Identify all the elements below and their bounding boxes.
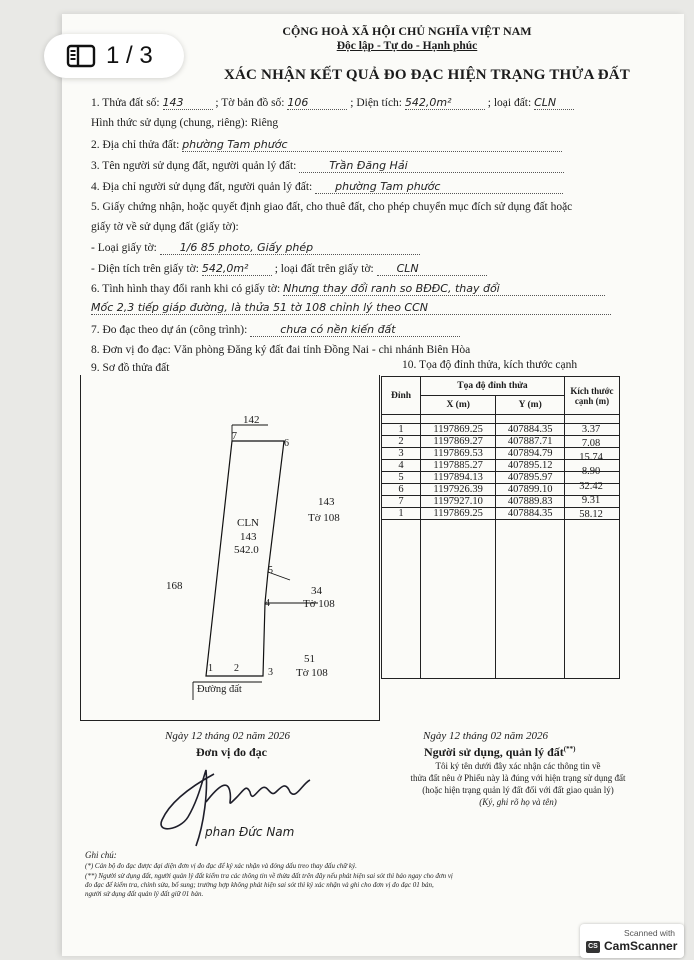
table-row: 4 1197885.27 407895.12 [382, 460, 620, 472]
land-type: CLN [534, 96, 574, 110]
note-1: (*) Cán bộ đo đạc được đại diện đơn vị đo đạc để ký xác nhận và đóng dấu treo thay đấu chữ ký. [85, 862, 357, 870]
note-2: (**) Người sử dụng đất, người quản lý đất kiểm tra các thông tin về thửa đất trên đây nếu phát hiện sai sót thì báo ngay cho đơn vị [85, 872, 453, 880]
camscanner-logo-icon: CS [586, 941, 600, 953]
map-sheet-number: 106 [287, 96, 347, 110]
document-area: 542,0m² [202, 262, 272, 276]
table-row: 6 1197926.39 407899.10 [382, 484, 620, 496]
boundary-change-detail: Mốc 2,3 tiếp giáp đường, là thửa 51 tờ 108 chỉnh lý theo CCN [91, 301, 611, 315]
field-2: 2. Địa chỉ thửa đất: phường Tam phước [91, 138, 562, 152]
page-indicator[interactable] [44, 34, 184, 78]
parcel-number: 143 [163, 96, 213, 110]
top-neighbor-label: 142 [243, 414, 260, 426]
parcel-type-label: CLN [237, 517, 259, 529]
field-3: 3. Tên người sử dụng đất, người quản lý đất: Trần Đăng Hải [91, 159, 564, 173]
edge-length: 9.31 [581, 495, 601, 506]
motto: Độc lập - Tự do - Hạnh phúc [336, 40, 478, 52]
document-title: XÁC NHẬN KẾT QUẢ ĐO ĐẠC HIỆN TRẠNG THỬA ĐẤT [223, 67, 630, 83]
field-8: 8. Đơn vị đo đạc: Văn phòng Đăng ký đất đai tỉnh Đồng Nai - chi nhánh Biên Hòa [91, 344, 471, 356]
table-row: 1 1197869.25 407884.35 [382, 508, 620, 520]
vertex-2: 2 [234, 663, 239, 674]
col-vertex: Đỉnh [382, 377, 421, 415]
right-neighbor-b-sheet: Tờ 108 [303, 598, 335, 610]
bottom-neighbor: 51 [304, 653, 315, 665]
note-4: người sử dụng đất quản lý đất giữ 01 bản. [85, 890, 204, 898]
table-row: 7 1197927.10 407889.83 [382, 496, 620, 508]
field-4: 4. Địa chỉ người sử dụng đất, người quản lý đất: phường Tam phước [91, 180, 563, 194]
left-signer-title: Đơn vị đo đạc [196, 745, 267, 759]
table-row: 3 1197869.53 407894.79 [382, 448, 620, 460]
edge-length: 15.74 [579, 452, 603, 463]
vertex-3: 3 [268, 667, 273, 678]
surveyor-signature [150, 762, 350, 857]
parcel-area: 542,0m² [405, 96, 485, 110]
vertex-6: 6 [284, 438, 289, 449]
left-neighbor-label: 168 [166, 580, 183, 592]
book-icon [66, 44, 96, 68]
usage-form: Hình thức sử dụng (chung, riêng): Riêng [91, 117, 279, 129]
parcel-boundary [206, 441, 284, 676]
document-land-type: CLN [377, 262, 487, 276]
scanner-line2: CamScanner [604, 939, 678, 953]
field-5b: - Diện tích trên giấy tờ: 542,0m² ; loại đất trên giấy tờ: CLN [91, 262, 487, 276]
boundary-change: Nhưng thay đổi ranh so BĐĐC, thay đổi [283, 282, 605, 296]
right-neighbor-a: 143 [318, 496, 335, 508]
country-heading: CỘNG HOÀ XÃ HỘI CHỦ NGHĨA VIỆT NAM [282, 24, 532, 38]
right-date: Ngày 12 tháng 02 năm 2026 [423, 730, 548, 742]
parcel-area-label: 542.0 [234, 544, 259, 556]
table-row: 1 1197869.25 407884.35 [382, 424, 620, 436]
owner-address: phường Tam phước [315, 180, 563, 194]
edge-length: 32.42 [579, 481, 603, 492]
field-1: 1. Thửa đất số: 143 ; Tờ bản đồ số: 106 ; Diện tích: 542,0m² ; loại đất: CLN [91, 96, 574, 110]
field-5-line1: 5. Giấy chứng nhận, hoặc quyết định giao đất, cho thuê đất, cho phép chuyển mục đích sử dụng đất hoặc [91, 201, 573, 213]
col-y: Y (m) [496, 396, 565, 415]
vertex-4: 4 [265, 598, 270, 609]
edge-length: 3.37 [581, 424, 601, 435]
table-row: 2 1197869.27 407887.71 [382, 436, 620, 448]
road-label: Đường đất [197, 684, 242, 695]
edge-length: 8.90 [581, 466, 601, 477]
field-6: 6. Tình hình thay đổi ranh khi có giấy tờ: Nhưng thay đổi ranh so BĐĐC, thay đổi [91, 282, 605, 296]
col-group-coords: Tọa độ đỉnh thửa [421, 377, 565, 396]
left-date: Ngày 12 tháng 02 năm 2026 [165, 730, 290, 742]
right-signer-title: Người sử dụng, quản lý đất(**) [424, 745, 576, 759]
vertex-7: 7 [232, 431, 237, 442]
owner-name: Trần Đăng Hải [299, 159, 564, 173]
right-neighbor-a-sheet: Tờ 108 [308, 512, 340, 524]
coordinate-table [381, 376, 620, 679]
field-5a: - Loại giấy tờ: 1/6 85 photo, Giấy phép [91, 241, 420, 255]
document-type: 1/6 85 photo, Giấy phép [160, 241, 420, 255]
scanner-line1: Scanned with [624, 928, 676, 938]
surveyor-name: phan Đức Nam [205, 825, 295, 839]
camscanner-watermark [580, 924, 684, 958]
right-note: Tôi ký tên dưới đây xác nhận các thông tin về thửa đất nêu ở Phiếu này là đúng với hiện trạng sử dụng đất (hoặc hiện trạng quản lý đất đối với đất giao quản lý) (Ký, ghi rõ họ và tên) [410, 761, 626, 807]
vertex-1: 1 [208, 663, 213, 674]
table-row: 5 1197894.13 407895.97 [382, 472, 620, 484]
survey-project: chưa có nền kiến đất [250, 323, 460, 337]
field-9-title: 9. Sơ đồ thửa đất [91, 362, 170, 374]
field-5-line2: giấy tờ về sử dụng đất (giấy tờ): [91, 221, 239, 233]
notes-title: Ghi chú: [85, 850, 117, 860]
col-edge: Kích thước cạnh (m) [565, 377, 620, 415]
parcel-number-label: 143 [240, 531, 257, 543]
note-3: đo đạc để kiểm tra, chỉnh sửa, bổ sung; trường hợp không phát hiện sai sót thì ký xác nhận và ghi cho đơn vị đo đạc 01 bản, [85, 881, 434, 889]
parcel-address: phường Tam phước [182, 138, 562, 152]
bottom-neighbor-sheet: Tờ 108 [296, 667, 328, 679]
edge-length: 7.08 [581, 438, 601, 449]
vertex-5: 5 [268, 565, 273, 576]
page-counter: 1 / 3 [106, 42, 153, 69]
col-x: X (m) [421, 396, 496, 415]
field-7: 7. Đo đạc theo dự án (công trình): chưa có nền kiến đất [91, 323, 460, 337]
field-10-title: 10. Tọa độ đỉnh thửa, kích thước cạnh [402, 359, 578, 371]
right-neighbor-b: 34 [311, 585, 322, 597]
edge-length: 58.12 [579, 509, 603, 520]
